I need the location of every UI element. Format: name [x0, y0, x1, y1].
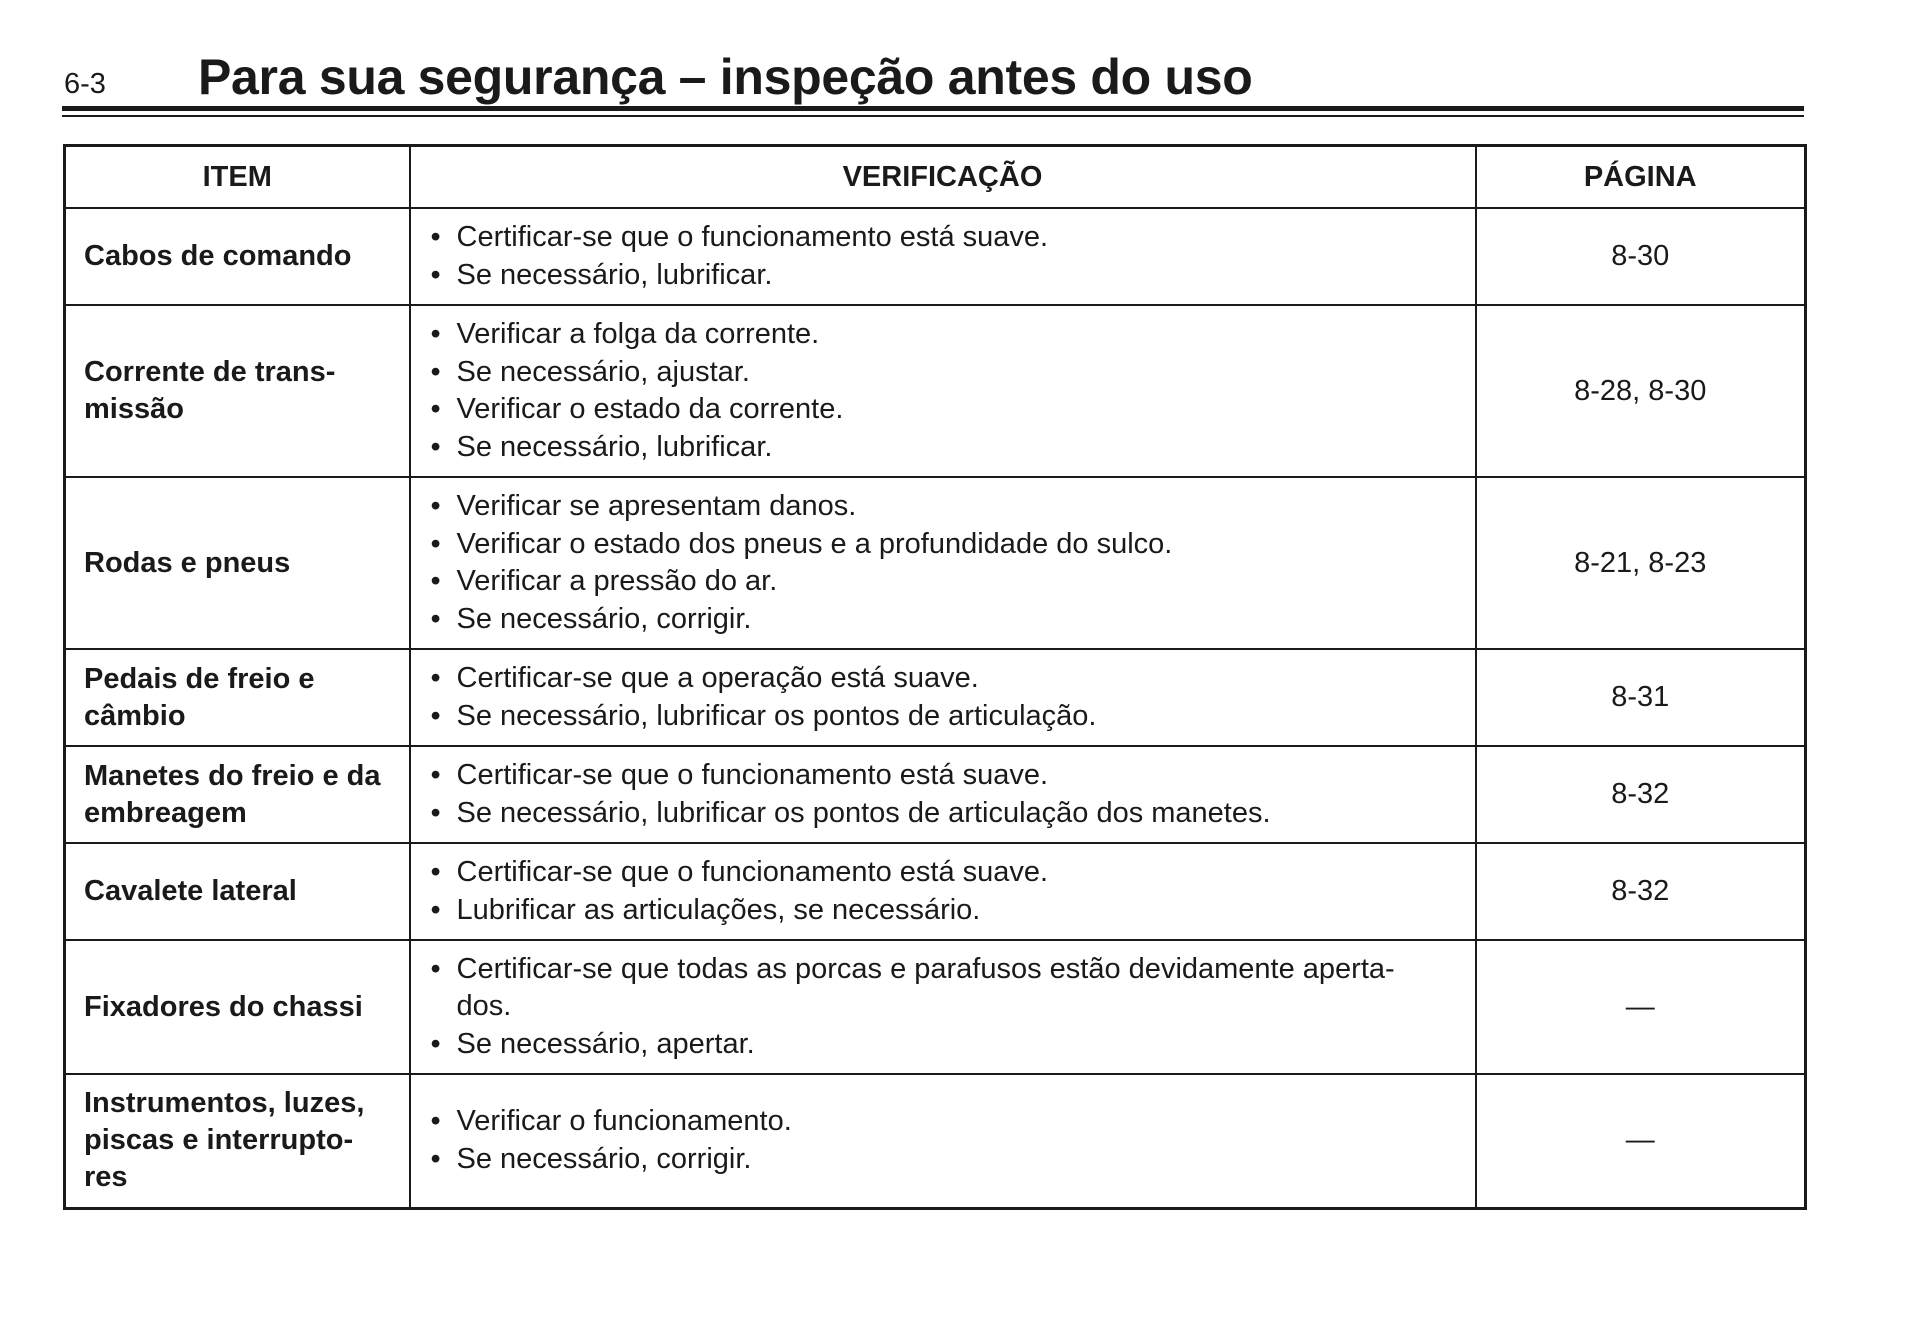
column-header-item: ITEM: [65, 146, 410, 209]
table-row: [65, 208, 1806, 305]
check-item: • Certificar-se que o funcionamento está suave.: [429, 757, 1455, 795]
check-list: [429, 660, 1455, 735]
column-header-page: PÁGINA: [1476, 146, 1806, 209]
page-ref: 8-28, 8-30: [1476, 305, 1806, 477]
table-row: [65, 1074, 1806, 1208]
check-cell: [410, 305, 1476, 477]
item-name: Corrente de trans- missão: [65, 305, 410, 477]
item-name: Instrumentos, luzes, piscas e interrupto- res: [65, 1074, 410, 1208]
check-item: • Se necessário, lubrificar os pontos de articulação dos manetes.: [429, 795, 1455, 833]
check-item: • Se necessário, apertar.: [429, 1026, 1455, 1064]
check-list: [429, 316, 1455, 466]
page-ref: 8-32: [1476, 746, 1806, 843]
page-ref: 8-32: [1476, 843, 1806, 940]
check-list: [429, 854, 1455, 929]
check-cell: [410, 208, 1476, 305]
check-item: • Certificar-se que a operação está suave.: [429, 660, 1455, 698]
table-row: [65, 305, 1806, 477]
check-item: • Se necessário, corrigir.: [429, 1141, 1455, 1179]
inspection-table: [63, 144, 1807, 1210]
title-rule-thin: [62, 115, 1804, 117]
item-name: Rodas e pneus: [65, 477, 410, 649]
check-item: • Se necessário, ajustar.: [429, 354, 1455, 392]
check-item: • Verificar o funcionamento.: [429, 1103, 1455, 1141]
check-list: [429, 757, 1455, 832]
check-item: • Verificar a folga da corrente.: [429, 316, 1455, 354]
item-name: Cabos de comando: [65, 208, 410, 305]
check-item: • Verificar se apresentam danos.: [429, 488, 1455, 526]
table-row: [65, 477, 1806, 649]
column-header-check: VERIFICAÇÃO: [410, 146, 1476, 209]
check-item: • Se necessário, lubrificar os pontos de articulação.: [429, 698, 1455, 736]
check-item: • Verificar a pressão do ar.: [429, 563, 1455, 601]
check-cell: [410, 843, 1476, 940]
check-list: [429, 1103, 1455, 1178]
check-list: [429, 219, 1455, 294]
check-cell: [410, 940, 1476, 1074]
page-ref: 8-21, 8-23: [1476, 477, 1806, 649]
page-ref: 8-31: [1476, 649, 1806, 746]
check-item: • Certificar-se que o funcionamento está suave.: [429, 219, 1455, 257]
item-name: Fixadores do chassi: [65, 940, 410, 1074]
table-row: [65, 746, 1806, 843]
check-cell: [410, 649, 1476, 746]
item-name: Cavalete lateral: [65, 843, 410, 940]
page-ref: —: [1476, 1074, 1806, 1208]
check-cell: [410, 1074, 1476, 1208]
check-item: • Se necessário, lubrificar.: [429, 429, 1455, 467]
check-cell: [410, 477, 1476, 649]
check-list: [429, 951, 1455, 1064]
item-name: Manetes do freio e da embreagem: [65, 746, 410, 843]
check-item: • Se necessário, corrigir.: [429, 601, 1455, 639]
title-rule-thick: [62, 106, 1804, 111]
check-item: • Verificar o estado dos pneus e a profundidade do sulco.: [429, 526, 1455, 564]
check-item: • Certificar-se que o funcionamento está suave.: [429, 854, 1455, 892]
check-item: • Se necessário, lubrificar.: [429, 257, 1455, 295]
check-item: • Lubrificar as articulações, se necessário.: [429, 892, 1455, 930]
page-title: Para sua segurança – inspeção antes do uso: [198, 49, 1253, 105]
item-name: Pedais de freio e câmbio: [65, 649, 410, 746]
check-cell: [410, 746, 1476, 843]
table-header-row: [65, 146, 1806, 209]
table-row: [65, 843, 1806, 940]
check-list: [429, 488, 1455, 638]
check-item: • Verificar o estado da corrente.: [429, 391, 1455, 429]
page-ref: —: [1476, 940, 1806, 1074]
check-item: • Certificar-se que todas as porcas e parafusos estão devidamente aperta- dos.: [429, 951, 1455, 1026]
page-number: 6-3: [64, 68, 106, 100]
table-row: [65, 649, 1806, 746]
page-ref: 8-30: [1476, 208, 1806, 305]
table-row: [65, 940, 1806, 1074]
